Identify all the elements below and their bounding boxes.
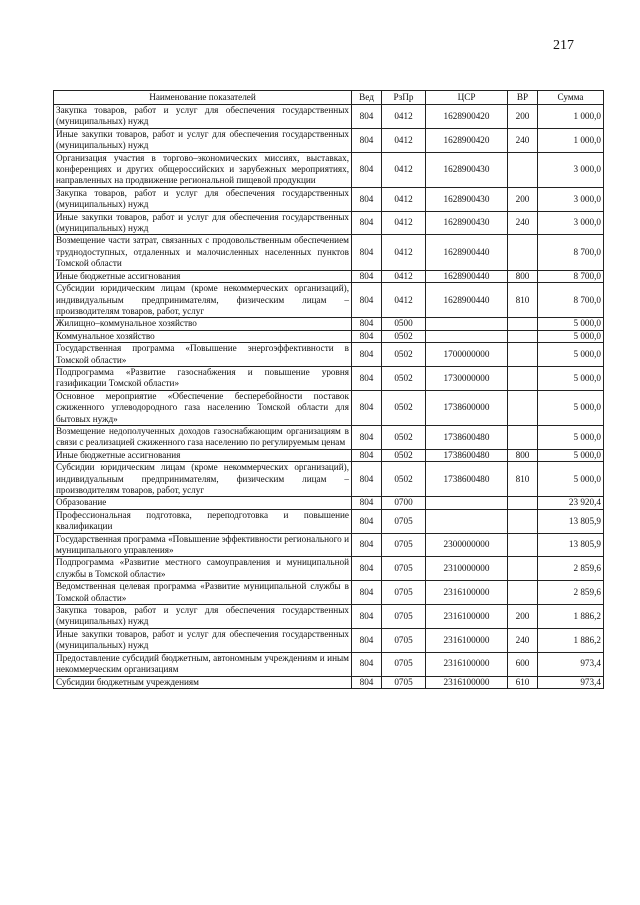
row-csr-cell: 2310000000	[426, 557, 508, 581]
column-header-rzpr: РзПр	[382, 91, 426, 105]
row-csr-cell: 1738600480	[426, 462, 508, 497]
row-sum-cell: 2 859,6	[538, 581, 604, 605]
row-rzpr-cell: 0502	[382, 330, 426, 342]
row-name-cell: Подпрограмма «Развитие местного самоуправления и муниципальной службы в Томской области»	[54, 557, 352, 581]
row-sum-cell: 1 886,2	[538, 628, 604, 652]
table-row	[54, 330, 604, 342]
table-row	[54, 211, 604, 235]
table-row	[54, 425, 604, 449]
row-csr-cell: 1738600480	[426, 449, 508, 461]
row-rzpr-cell: 0412	[382, 283, 426, 318]
row-rzpr-cell: 0502	[382, 343, 426, 367]
row-sum-cell: 8 700,0	[538, 235, 604, 270]
row-sum-cell: 23 920,4	[538, 497, 604, 509]
row-rzpr-cell: 0502	[382, 462, 426, 497]
row-ved-cell: 804	[352, 283, 382, 318]
table-row	[54, 449, 604, 461]
row-vr-cell	[508, 152, 538, 187]
row-name-cell: Государственная программа «Повышение энергоэффективности в Томской области»	[54, 343, 352, 367]
row-rzpr-cell: 0502	[382, 449, 426, 461]
row-vr-cell	[508, 366, 538, 390]
row-sum-cell: 8 700,0	[538, 270, 604, 282]
column-header-ved: Вед	[352, 91, 382, 105]
row-ved-cell: 804	[352, 449, 382, 461]
row-name-cell: Субсидии бюджетным учреждениям	[54, 676, 352, 688]
row-rzpr-cell: 0502	[382, 390, 426, 425]
row-vr-cell: 240	[508, 211, 538, 235]
row-name-cell: Образование	[54, 497, 352, 509]
row-name-cell: Иные бюджетные ассигнования	[54, 449, 352, 461]
row-vr-cell: 800	[508, 270, 538, 282]
row-csr-cell	[426, 318, 508, 330]
row-name-cell: Жилищно–коммунальное хозяйство	[54, 318, 352, 330]
row-rzpr-cell: 0502	[382, 425, 426, 449]
row-sum-cell: 3 000,0	[538, 187, 604, 211]
row-name-cell: Основное мероприятие «Обеспечение бесперебойности поставок сжиженного углеводородного газа населению Томской области для бытовых нужд»	[54, 390, 352, 425]
table-row	[54, 366, 604, 390]
row-ved-cell: 804	[352, 652, 382, 676]
row-vr-cell	[508, 235, 538, 270]
row-vr-cell: 200	[508, 187, 538, 211]
row-ved-cell: 804	[352, 128, 382, 152]
row-vr-cell: 810	[508, 462, 538, 497]
table-row	[54, 581, 604, 605]
page-number: 217	[553, 38, 574, 53]
row-sum-cell: 3 000,0	[538, 211, 604, 235]
row-vr-cell: 200	[508, 605, 538, 629]
row-ved-cell: 804	[352, 366, 382, 390]
column-header-vr: ВР	[508, 91, 538, 105]
row-ved-cell: 804	[352, 235, 382, 270]
row-ved-cell: 804	[352, 462, 382, 497]
row-csr-cell: 1628900420	[426, 128, 508, 152]
table-row	[54, 270, 604, 282]
table-row	[54, 652, 604, 676]
row-vr-cell: 240	[508, 128, 538, 152]
row-name-cell: Субсидии юридическим лицам (кроме некоммерческих организаций), индивидуальным предпринимателям, физическим лицам – производителям товаров, работ, услуг	[54, 462, 352, 497]
row-ved-cell: 804	[352, 270, 382, 282]
row-ved-cell: 804	[352, 628, 382, 652]
row-name-cell: Подпрограмма «Развитие газоснабжения и повышение уровня газификации Томской области»	[54, 366, 352, 390]
row-rzpr-cell: 0412	[382, 105, 426, 129]
row-name-cell: Иные закупки товаров, работ и услуг для обеспечения государственных (муниципальных) нужд	[54, 211, 352, 235]
row-sum-cell: 5 000,0	[538, 425, 604, 449]
row-ved-cell: 804	[352, 318, 382, 330]
row-csr-cell: 1628900430	[426, 187, 508, 211]
row-sum-cell: 2 859,6	[538, 557, 604, 581]
row-ved-cell: 804	[352, 330, 382, 342]
row-ved-cell: 804	[352, 581, 382, 605]
table-row	[54, 235, 604, 270]
row-ved-cell: 804	[352, 211, 382, 235]
row-vr-cell: 800	[508, 449, 538, 461]
row-sum-cell: 973,4	[538, 676, 604, 688]
row-sum-cell: 973,4	[538, 652, 604, 676]
row-ved-cell: 804	[352, 152, 382, 187]
row-rzpr-cell: 0705	[382, 605, 426, 629]
row-sum-cell: 5 000,0	[538, 462, 604, 497]
table-row	[54, 676, 604, 688]
row-ved-cell: 804	[352, 509, 382, 533]
row-sum-cell: 13 805,9	[538, 533, 604, 557]
column-header-sum: Сумма	[538, 91, 604, 105]
row-ved-cell: 804	[352, 425, 382, 449]
table-row	[54, 187, 604, 211]
row-name-cell: Субсидии юридическим лицам (кроме некоммерческих организаций), индивидуальным предпринимателям, физическим лицам – производителям товаров, работ, услуг	[54, 283, 352, 318]
row-rzpr-cell: 0412	[382, 211, 426, 235]
row-vr-cell	[508, 330, 538, 342]
row-rzpr-cell: 0700	[382, 497, 426, 509]
row-name-cell: Коммунальное хозяйство	[54, 330, 352, 342]
row-csr-cell: 1628900430	[426, 211, 508, 235]
column-header-name: Наименование показателей	[54, 91, 352, 105]
table-row	[54, 283, 604, 318]
row-name-cell: Закупка товаров, работ и услуг для обеспечения государственных (муниципальных) нужд	[54, 605, 352, 629]
row-csr-cell	[426, 509, 508, 533]
table-row	[54, 343, 604, 367]
row-vr-cell	[508, 390, 538, 425]
row-csr-cell: 1730000000	[426, 366, 508, 390]
row-vr-cell	[508, 343, 538, 367]
row-csr-cell: 1738600000	[426, 390, 508, 425]
table-row	[54, 390, 604, 425]
row-rzpr-cell: 0705	[382, 652, 426, 676]
row-rzpr-cell: 0705	[382, 533, 426, 557]
row-vr-cell: 610	[508, 676, 538, 688]
row-ved-cell: 804	[352, 105, 382, 129]
row-csr-cell: 1628900430	[426, 152, 508, 187]
row-vr-cell: 240	[508, 628, 538, 652]
row-vr-cell	[508, 557, 538, 581]
row-csr-cell: 1628900440	[426, 270, 508, 282]
row-vr-cell: 600	[508, 652, 538, 676]
table-header-row	[54, 91, 604, 105]
row-csr-cell	[426, 497, 508, 509]
table-row	[54, 605, 604, 629]
row-ved-cell: 804	[352, 676, 382, 688]
row-name-cell: Возмещение недополученных доходов газоснабжающим организациям в связи с реализацией сжиженного газа населению по регулируемым ценам	[54, 425, 352, 449]
row-name-cell: Иные закупки товаров, работ и услуг для обеспечения государственных (муниципальных) нужд	[54, 128, 352, 152]
table-row	[54, 318, 604, 330]
row-rzpr-cell: 0705	[382, 628, 426, 652]
row-vr-cell	[508, 581, 538, 605]
row-ved-cell: 804	[352, 557, 382, 581]
table-row	[54, 628, 604, 652]
table-row	[54, 497, 604, 509]
row-sum-cell: 5 000,0	[538, 366, 604, 390]
row-name-cell: Иные закупки товаров, работ и услуг для обеспечения государственных (муниципальных) нужд	[54, 628, 352, 652]
row-ved-cell: 804	[352, 533, 382, 557]
row-name-cell: Иные бюджетные ассигнования	[54, 270, 352, 282]
table-row	[54, 152, 604, 187]
row-rzpr-cell: 0412	[382, 128, 426, 152]
row-csr-cell: 1628900420	[426, 105, 508, 129]
row-name-cell: Ведомственная целевая программа «Развитие муниципальной службы в Томской области»	[54, 581, 352, 605]
row-vr-cell	[508, 497, 538, 509]
row-ved-cell: 804	[352, 187, 382, 211]
budget-table	[53, 90, 604, 689]
row-csr-cell: 1700000000	[426, 343, 508, 367]
row-rzpr-cell: 0412	[382, 187, 426, 211]
row-sum-cell: 3 000,0	[538, 152, 604, 187]
row-name-cell: Профессиональная подготовка, переподготовка и повышение квалификации	[54, 509, 352, 533]
row-name-cell: Государственная программа «Повышение эффективности регионального и муниципального управления»	[54, 533, 352, 557]
table-row	[54, 509, 604, 533]
table-row	[54, 462, 604, 497]
row-vr-cell	[508, 533, 538, 557]
row-ved-cell: 804	[352, 605, 382, 629]
table-row	[54, 128, 604, 152]
row-csr-cell: 2316100000	[426, 628, 508, 652]
row-vr-cell: 810	[508, 283, 538, 318]
table-row	[54, 533, 604, 557]
row-csr-cell: 1628900440	[426, 283, 508, 318]
row-sum-cell: 1 886,2	[538, 605, 604, 629]
row-csr-cell: 1628900440	[426, 235, 508, 270]
row-csr-cell: 1738600480	[426, 425, 508, 449]
row-vr-cell	[508, 509, 538, 533]
row-rzpr-cell: 0412	[382, 270, 426, 282]
row-ved-cell: 804	[352, 497, 382, 509]
row-sum-cell: 8 700,0	[538, 283, 604, 318]
row-sum-cell: 5 000,0	[538, 343, 604, 367]
column-header-csr: ЦСР	[426, 91, 508, 105]
row-name-cell: Возмещение части затрат, связанных с продовольственным обеспечением труднодоступных, отдаленных и малочисленных населенных пунктов Томской области	[54, 235, 352, 270]
table-row	[54, 105, 604, 129]
row-rzpr-cell: 0705	[382, 581, 426, 605]
row-sum-cell: 5 000,0	[538, 318, 604, 330]
row-csr-cell	[426, 330, 508, 342]
row-sum-cell: 1 000,0	[538, 128, 604, 152]
row-name-cell: Предоставление субсидий бюджетным, автономным учреждениям и иным некоммерческим организациям	[54, 652, 352, 676]
row-rzpr-cell: 0412	[382, 152, 426, 187]
row-csr-cell: 2316100000	[426, 652, 508, 676]
row-csr-cell: 2316100000	[426, 581, 508, 605]
row-sum-cell: 13 805,9	[538, 509, 604, 533]
row-vr-cell	[508, 318, 538, 330]
row-vr-cell	[508, 425, 538, 449]
row-name-cell: Закупка товаров, работ и услуг для обеспечения государственных (муниципальных) нужд	[54, 187, 352, 211]
row-sum-cell: 5 000,0	[538, 390, 604, 425]
row-rzpr-cell: 0502	[382, 366, 426, 390]
row-sum-cell: 5 000,0	[538, 449, 604, 461]
row-sum-cell: 5 000,0	[538, 330, 604, 342]
row-sum-cell: 1 000,0	[538, 105, 604, 129]
row-rzpr-cell: 0705	[382, 509, 426, 533]
row-csr-cell: 2316100000	[426, 605, 508, 629]
row-csr-cell: 2316100000	[426, 676, 508, 688]
row-rzpr-cell: 0705	[382, 557, 426, 581]
row-vr-cell: 200	[508, 105, 538, 129]
row-name-cell: Организация участия в торгово–экономических миссиях, выставках, конференциях и других общероссийских и зарубежных мероприятиях, направленных на продвижение региональной пищевой продукции	[54, 152, 352, 187]
row-csr-cell: 2300000000	[426, 533, 508, 557]
row-rzpr-cell: 0705	[382, 676, 426, 688]
row-ved-cell: 804	[352, 390, 382, 425]
row-rzpr-cell: 0412	[382, 235, 426, 270]
row-rzpr-cell: 0500	[382, 318, 426, 330]
table-body	[54, 105, 604, 689]
row-name-cell: Закупка товаров, работ и услуг для обеспечения государственных (муниципальных) нужд	[54, 105, 352, 129]
row-ved-cell: 804	[352, 343, 382, 367]
table-row	[54, 557, 604, 581]
